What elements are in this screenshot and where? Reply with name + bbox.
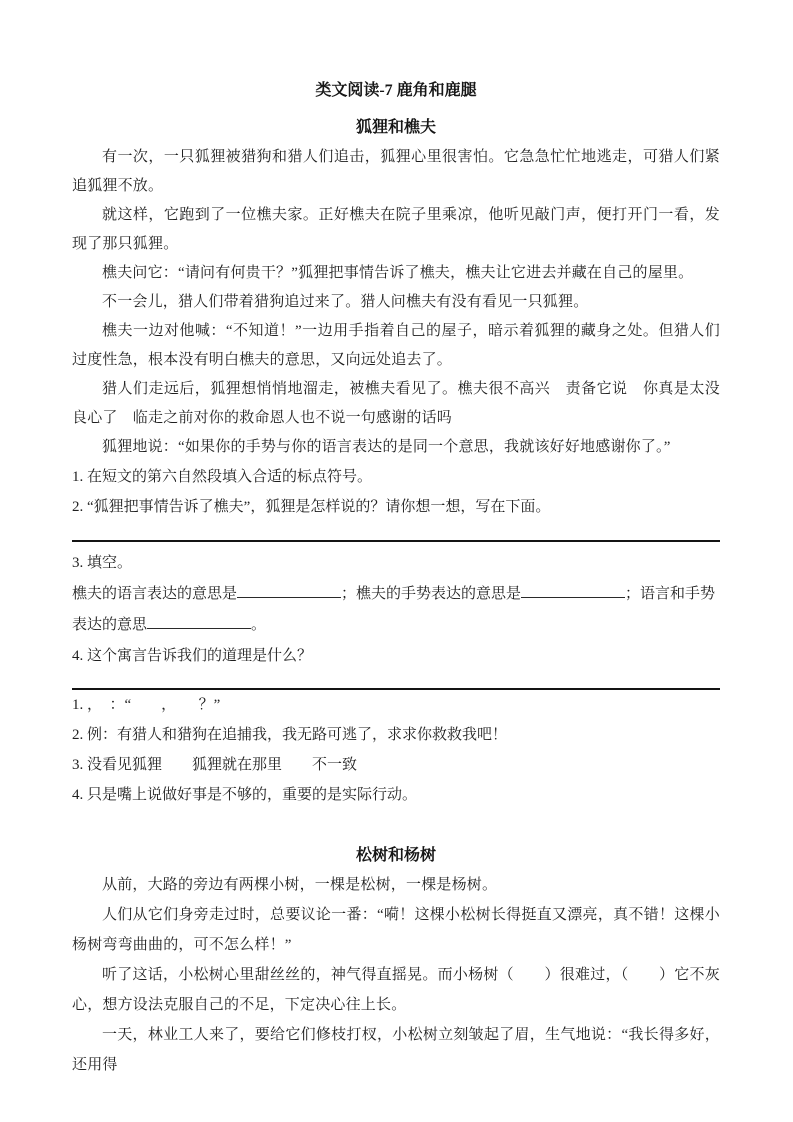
fill-text: 樵夫的语言表达的意思是 (72, 586, 238, 602)
question-3-label: 3. 填空。 (72, 555, 133, 571)
story-paragraph: 不一会儿，猎人们带着猎狗追过来了。猎人问樵夫有没有看见一只狐狸。 (102, 294, 589, 310)
story-paragraph: 有一次，一只狐狸被猎狗和猎人们追击，狐狸心里很害怕。它急急忙忙地逃走，可猎人们紧追狐狸不放。 (72, 149, 720, 194)
doc-title: 类文阅读-7 鹿角和鹿腿 (315, 82, 477, 99)
answer-writing-space (72, 522, 720, 540)
answer-3: 3. 没看见狐狸 狐狸就在那里 不一致 (72, 757, 358, 773)
question-1: 1. 在短文的第六自然段填入合适的标点符号。 (72, 469, 373, 485)
story-paragraph: 一天，林业工人来了，要给它们修枝打杈，小松树立刻皱起了眉，生气地说：“我长得多好，还用得 (72, 1027, 720, 1073)
story-paragraph: 樵夫问它：“请问有何贵干？”狐狸把事情告诉了樵夫，樵夫让它进去并藏在自己的屋里。 (102, 265, 694, 281)
answer-1: 1. ， ：“ ， ？” (72, 697, 221, 713)
story2-title: 松树和杨树 (355, 847, 436, 864)
story-paragraph: 狐狸地说：“如果你的手势与你的语言表达的是同一个意思，我就该好好地感谢你了。” (102, 439, 671, 455)
story-paragraph: 听了这话，小松树心里甜丝丝的，神气得直摇晃。而小杨树（ ）很难过，（ ）它不灰心，想方设法克服自己的不足，下定决心往上长。 (72, 967, 720, 1013)
question-block-2 (72, 548, 720, 672)
fill-text: ；语言和手势表达的意思 (72, 586, 716, 633)
question-4: 4. 这个寓言告诉我们的道理是什么？ (72, 648, 313, 664)
blank-underline (237, 583, 341, 598)
question-block (72, 462, 720, 522)
answer-2: 2. 例：有猎人和猎狗在追捕我，我无路可逃了，求求你救救我吧！ (72, 727, 508, 743)
question-2: 2. “狐狸把事情告诉了樵夫”，狐狸是怎样说的？请你想一想，写在下面。 (72, 499, 551, 515)
answer-4: 4. 只是嘴上说做好事是不够的，重要的是实际行动。 (72, 787, 418, 803)
fill-text: 。 (251, 617, 267, 633)
story1-title: 狐狸和樵夫 (355, 119, 436, 136)
story1-body (72, 143, 720, 462)
story-paragraph: 人们从它们身旁走过时，总要议论一番：“嗬！这棵小松树长得挺直又漂亮，真不错！这棵小杨树弯弯曲曲的，可不怎么样！” (72, 907, 720, 953)
section-divider (72, 540, 720, 542)
blank-underline (147, 614, 251, 629)
fill-blank-line (72, 579, 720, 641)
answer-key-block (72, 690, 720, 810)
story2-body (72, 870, 720, 1080)
blank-underline (521, 583, 625, 598)
story-paragraph: 从前，大路的旁边有两棵小树，一棵是松树，一棵是杨树。 (102, 877, 498, 893)
story-paragraph: 就这样，它跑到了一位樵夫家。正好樵夫在院子里乘凉，他听见敲门声，便打开门一看，发现了那只狐狸。 (72, 207, 720, 252)
story-paragraph: 樵夫一边对他喊：“不知道！”一边用手指着自己的屋子，暗示着狐狸的藏身之处。但猎人们过度性急，根本没有明白樵夫的意思，又向远处追去了。 (72, 323, 720, 368)
story-paragraph: 猎人们走远后，狐狸想悄悄地溜走，被樵夫看见了。樵夫很不高兴 责备它说 你真是太没良心了 临走之前对你的救命恩人也不说一句感谢的话吗 (72, 381, 720, 426)
fill-text: ；樵夫的手势表达的意思是 (341, 586, 522, 602)
